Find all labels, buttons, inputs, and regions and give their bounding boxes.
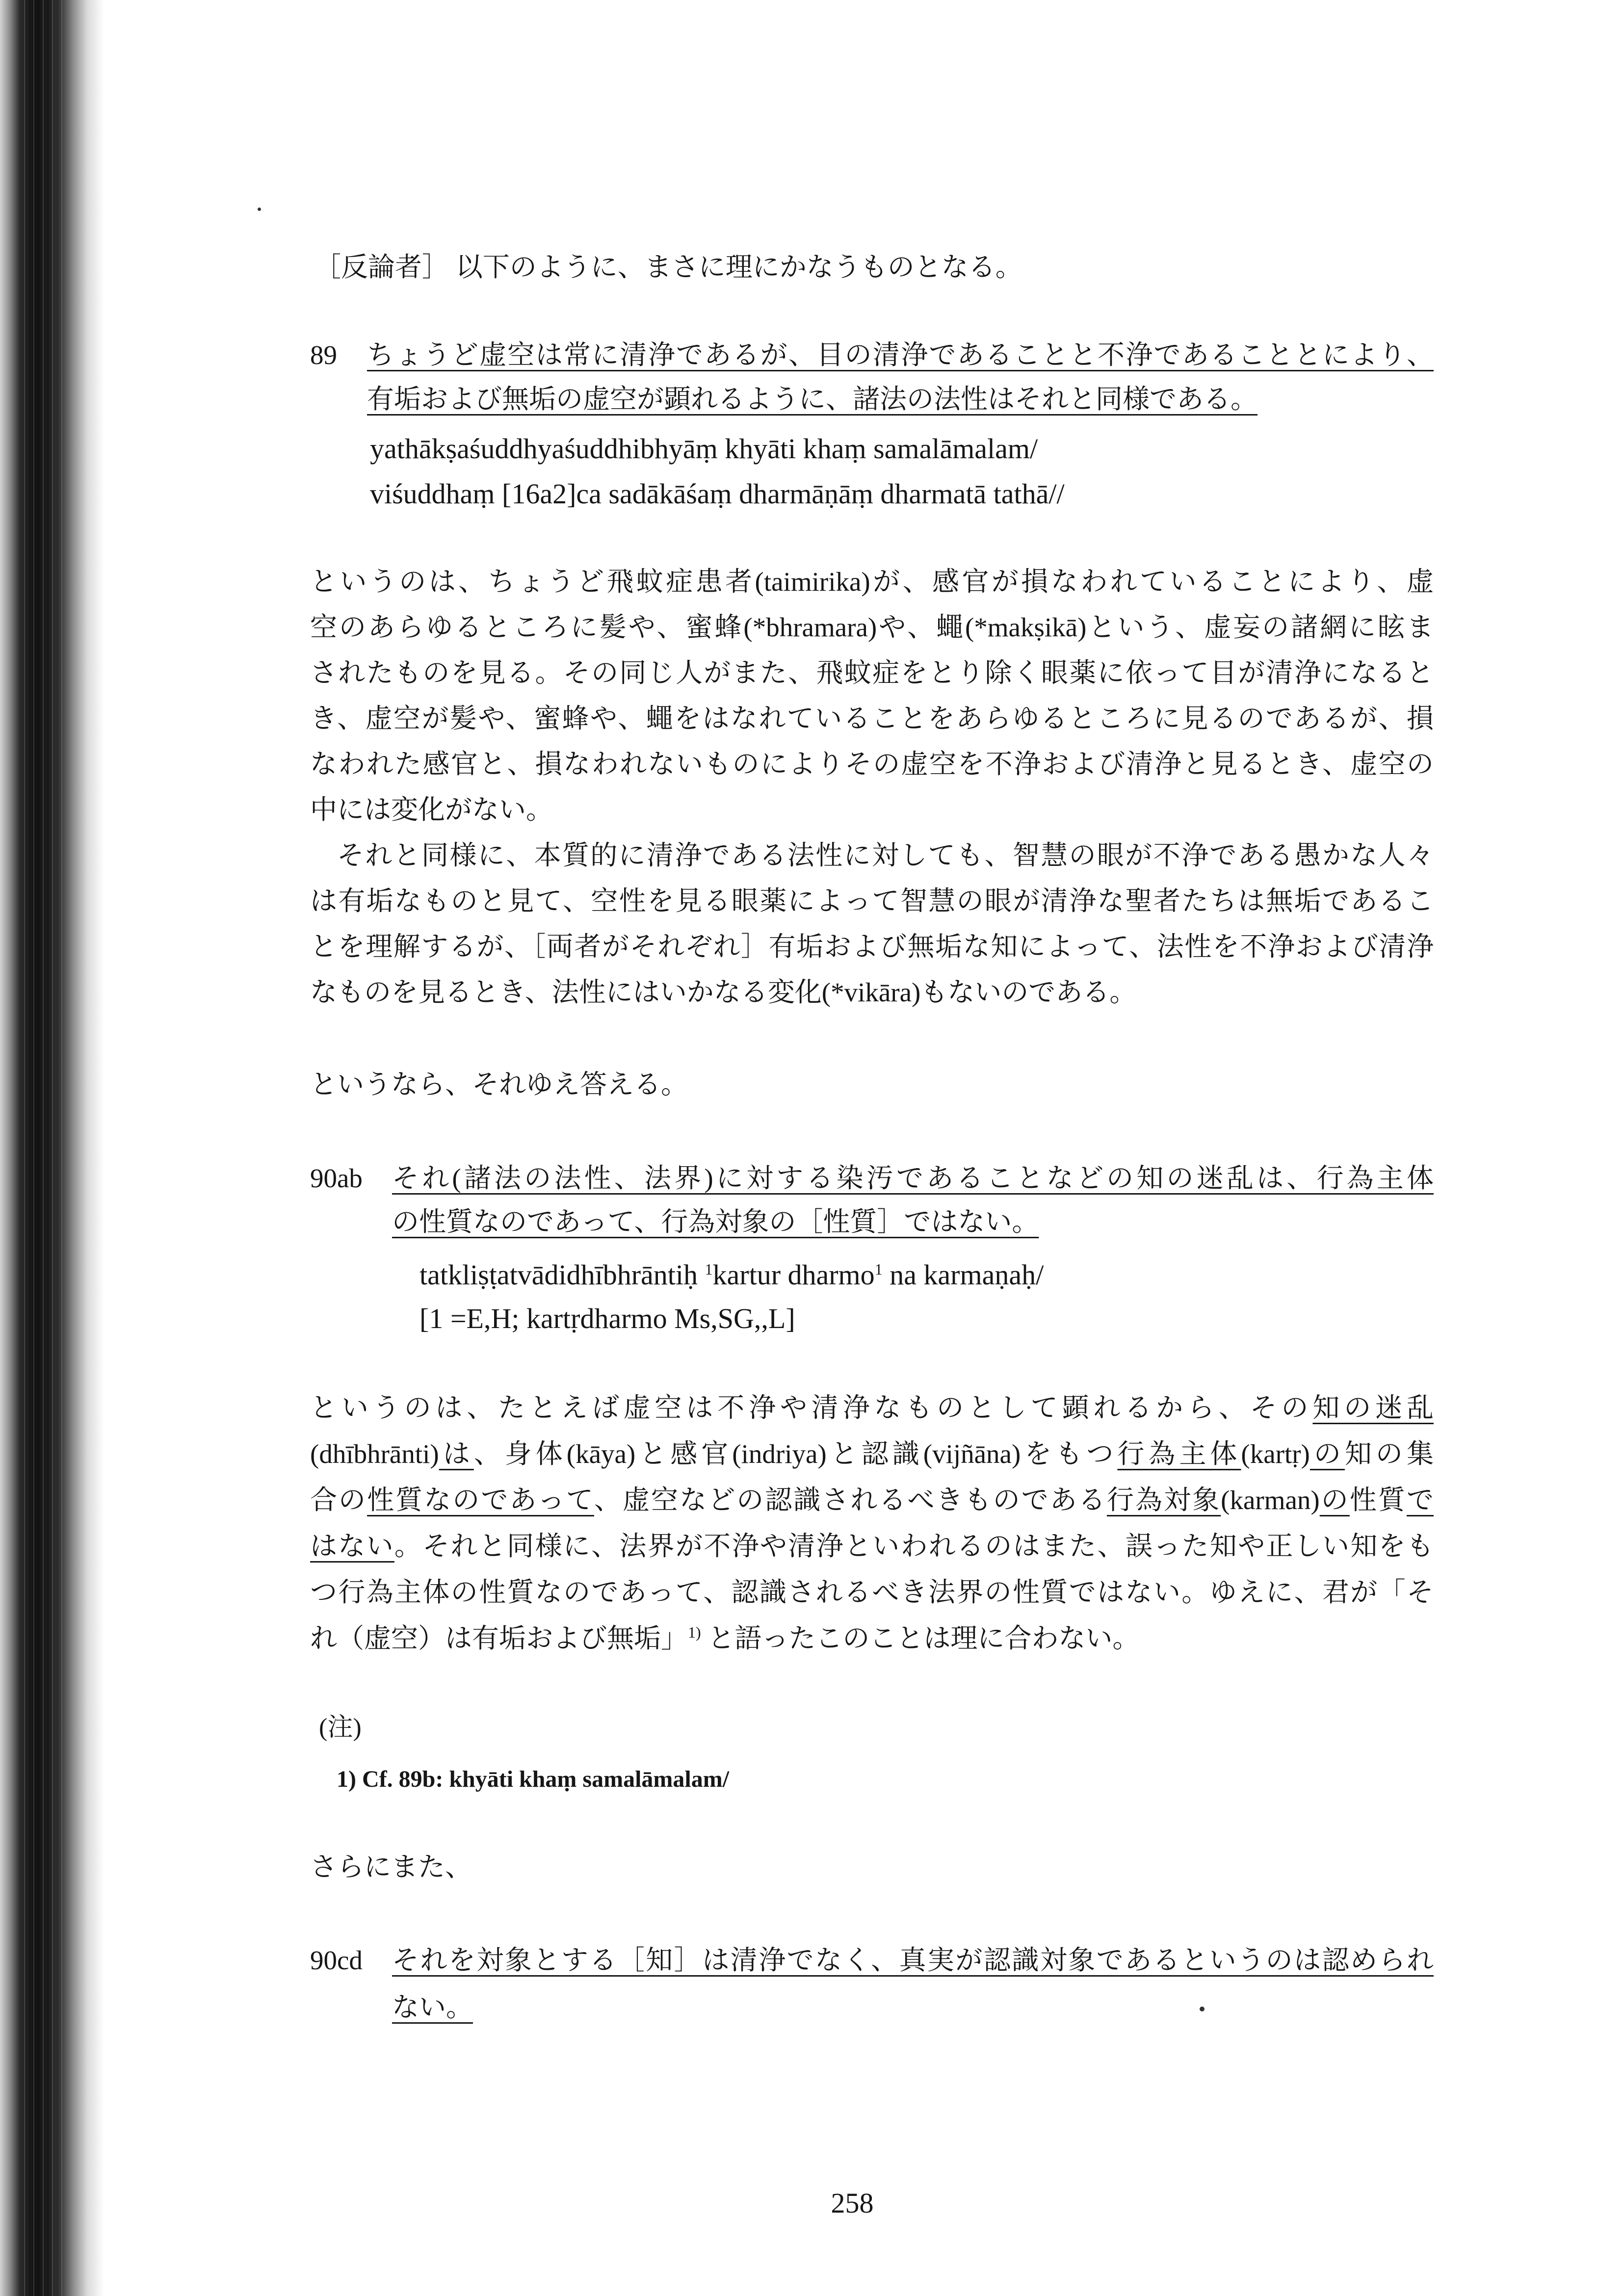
verse-translation-line: の性質なのであって、行為対象の［性質］ではない。 — [392, 1207, 1039, 1237]
commentary-text: 性質 — [1349, 1485, 1407, 1515]
verse-number: 89 — [310, 340, 337, 370]
page-number: 258 — [831, 2187, 874, 2219]
underlined-term: 行為主体 — [1117, 1439, 1241, 1469]
sanskrit-text: tatkliṣṭatvādidhībhrāntiḥ — [419, 1259, 705, 1291]
footnote: 1) Cf. 89b: khyāti khaṃ samalāmalam/ — [337, 1766, 730, 1792]
commentary-text: 合の — [310, 1485, 367, 1515]
footnote-marker: 1) — [688, 1623, 701, 1641]
underlined-term: はない — [310, 1531, 394, 1561]
commentary-text: 、身体(kāya)と感官(indriya)と認識(vijñāna)をもつ — [473, 1439, 1118, 1469]
commentary-line: されたものを見る。その同じ人がまた、飛蚊症をとり除く眼薬に依って目が清浄になると — [310, 658, 1434, 688]
reply-line: というなら、それゆえ答える。 — [310, 1070, 688, 1099]
variant-reading: [1 =E,H; kartṛdharmo Ms,SG,,L] — [419, 1303, 795, 1334]
variant-marker: 1 — [874, 1260, 883, 1278]
verse-translation-line: ない。 — [392, 1992, 473, 2022]
binding-streaks — [21, 0, 66, 2296]
underlined-term: 知の迷乱 — [1312, 1393, 1434, 1423]
commentary-line: それと同様に、本質的に清浄である法性に対しても、智慧の眼が不浄である愚かな人々 — [337, 840, 1434, 870]
scan-speck — [258, 208, 261, 211]
opponent-statement — [314, 248, 1022, 287]
commentary-line — [310, 1435, 1434, 1474]
sanskrit-line: yathākṣaśuddhyaśuddhibhyāṃ khyāti khaṃ samalāmalam/ — [370, 433, 1038, 465]
notes-heading: (注) — [319, 1714, 362, 1742]
commentary-text: 、虚空などの認識されるべきものである — [594, 1485, 1107, 1515]
commentary-line — [310, 1481, 1434, 1520]
sanskrit-line: viśuddhaṃ [16a2]ca sadākāśaṃ dharmāṇāṃ dharmatā tathā// — [370, 478, 1065, 510]
speaker-label: ［反論者］ — [314, 252, 449, 282]
opponent-text: 以下のように、まさに理にかなうものとなる。 — [455, 252, 1022, 282]
sanskrit-text: kartur dharmo — [712, 1259, 875, 1291]
commentary-text: 知の集 — [1344, 1439, 1434, 1469]
commentary-line: 中には変化がない。 — [310, 795, 553, 825]
commentary-text: (kartṛ) — [1241, 1439, 1310, 1469]
commentary-text: 。それと同様に、法界が不浄や清浄といわれるのはまた、誤った知や正しい知をも — [394, 1531, 1434, 1561]
underlined-term: の — [1310, 1439, 1345, 1469]
commentary-text: と語ったこのことは理に合わない。 — [701, 1623, 1140, 1653]
verse-translation-line: ちょうど虚空は常に清浄であるが、目の清浄であることと不浄であることとにより、 — [367, 340, 1434, 370]
underlined-term: は — [439, 1439, 474, 1469]
verse-translation-line: 有垢および無垢の虚空が顕れるように、諸法の法性はそれと同様である。 — [367, 384, 1258, 414]
commentary-text: (dhībhrānti) — [310, 1439, 439, 1469]
scan-speck — [1200, 2007, 1205, 2011]
verse-translation-line: それを対象とする［知］は清浄でなく、真実が認識対象であるというのは認められ — [392, 1945, 1434, 1975]
commentary-text: (karman) — [1221, 1485, 1320, 1515]
underlined-term: で — [1406, 1485, 1434, 1515]
commentary-line: なわれた感官と、損なわれないものによりその虚空を不浄および清浄と見るとき、虚空の — [310, 749, 1434, 779]
sanskrit-line — [419, 1255, 1044, 1295]
underlined-term: 行為対象 — [1106, 1485, 1221, 1515]
verse-number: 90ab — [310, 1163, 363, 1193]
commentary-line: というのは、ちょうど飛蚊症患者(taimirika)が、感官が損なわれていることにより、虚 — [310, 567, 1434, 597]
commentary-line: とを理解するが、［両者がそれぞれ］有垢および無垢な知によって、法性を不浄および清浄 — [310, 932, 1434, 962]
commentary-line — [310, 1388, 1434, 1428]
commentary-line — [310, 1619, 1139, 1658]
commentary-text: つ行為主体の性質なのであって、認識されるべき法界の性質ではない。ゆえに、君が「そ — [310, 1577, 1434, 1607]
variant-marker: 1 — [705, 1260, 713, 1278]
underlined-term: 性質なのであって — [367, 1485, 594, 1515]
commentary-line — [310, 1573, 1434, 1612]
commentary-line: なものを見るとき、法性にはいかなる変化(*vikāra)もないのである。 — [310, 977, 1137, 1007]
continuation-line: さらにまた、 — [310, 1852, 472, 1882]
sanskrit-text: na karmaṇaḥ/ — [882, 1259, 1044, 1291]
commentary-line: き、虚空が髪や、蜜蜂や、蠅をはなれていることをあらゆるところに見るのであるが、損 — [310, 704, 1434, 733]
verse-translation-line: それ(諸法の法性、法界)に対する染汚であることなどの知の迷乱は、行為主体 — [392, 1163, 1434, 1193]
commentary-line — [310, 1527, 1434, 1566]
verse-number: 90cd — [310, 1945, 363, 1975]
commentary-text: というのは、たとえば虚空は不浄や清浄なものとして顕れるから、その — [310, 1393, 1313, 1423]
underlined-term: の — [1319, 1485, 1350, 1515]
commentary-line: は有垢なものと見て、空性を見る眼薬によって智慧の眼が清浄な聖者たちは無垢であるこ — [310, 886, 1434, 916]
commentary-text: れ（虚空）は有垢および無垢」 — [310, 1623, 688, 1653]
commentary-line: 空のあらゆるところに髪や、蜜蜂(*bhramara)や、蠅(*makṣikā)という、虚妄の諸網に眩ま — [310, 612, 1434, 642]
